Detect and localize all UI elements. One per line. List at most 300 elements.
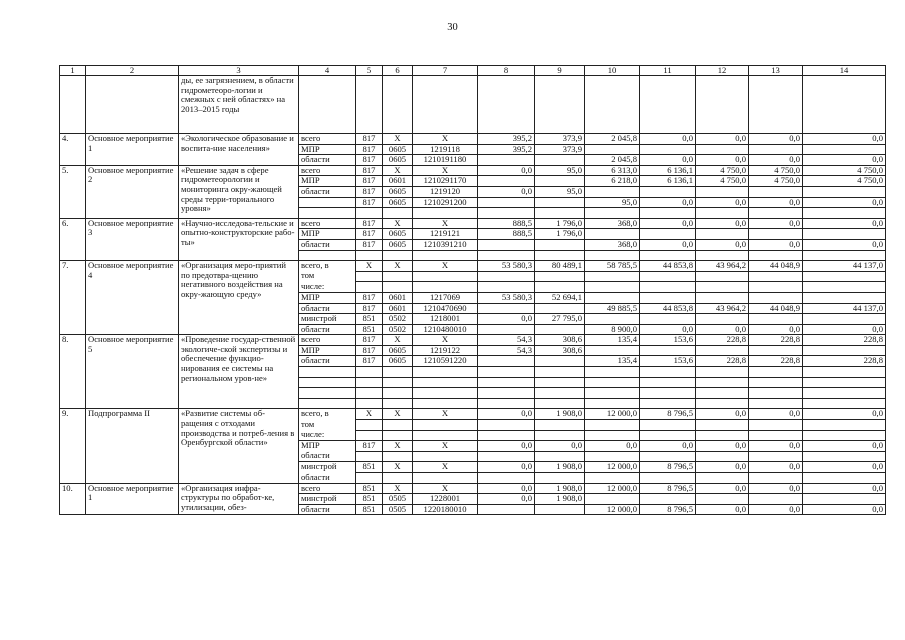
value-cell: 817 [356,165,383,176]
value-cell: 368,0 [585,218,640,229]
value-cell [696,377,749,388]
value-cell: 0,0 [696,324,749,335]
item-name: «Решение задач в сфере гидрометеорологии и мониторинга окру-жающей среды терри-ториального уровня» [179,165,299,218]
value-cell: X [413,441,478,452]
value-cell: 135,4 [585,335,640,346]
value-cell [535,176,585,187]
value-cell [803,250,886,261]
value-cell: X [413,335,478,346]
funding-source-cell: области [299,186,356,197]
item-type: Основное мероприятие 1 [86,483,179,515]
value-cell [749,282,803,293]
value-cell: 0605 [383,229,413,240]
value-cell [478,303,535,314]
value-cell [803,345,886,356]
value-cell [413,430,478,441]
value-cell [413,250,478,261]
column-header: 6 [383,66,413,76]
value-cell: 135,4 [585,356,640,367]
value-cell [696,208,749,219]
value-cell [749,250,803,261]
value-cell: 228,8 [696,356,749,367]
value-cell [356,208,383,219]
value-cell [383,388,413,399]
value-cell: 0,0 [749,462,803,473]
value-cell: 8 796,5 [640,409,696,420]
value-cell [356,367,383,378]
value-cell: X [413,409,478,420]
budget-table [59,65,886,515]
value-cell [383,282,413,293]
value-cell: 0605 [383,155,413,166]
value-cell [640,388,696,399]
value-cell: 0,0 [749,197,803,208]
funding-source-cell: минстрой [299,494,356,505]
value-cell: 1219121 [413,229,478,240]
value-cell: 0,0 [749,155,803,166]
value-cell: 817 [356,239,383,250]
value-cell [585,367,640,378]
value-cell [535,504,585,515]
value-cell: 0,0 [640,134,696,145]
value-cell: 1228001 [413,494,478,505]
value-cell [535,197,585,208]
value-cell: 1210480010 [413,324,478,335]
value-cell [696,420,749,431]
table-row [60,218,886,229]
value-cell: 8 796,5 [640,504,696,515]
value-cell: 0605 [383,144,413,155]
value-cell: 0605 [383,239,413,250]
value-cell: 1217069 [413,292,478,303]
value-cell: 44 137,0 [803,261,886,272]
value-cell: 0,0 [749,134,803,145]
value-cell: 1 908,0 [535,462,585,473]
column-header: 1 [60,66,86,76]
value-cell [585,451,640,462]
value-cell [640,208,696,219]
value-cell [585,314,640,325]
value-cell [585,144,640,155]
value-cell [383,377,413,388]
value-cell [749,398,803,409]
value-cell: 0,0 [640,218,696,229]
value-cell [585,208,640,219]
column-header: 12 [696,66,749,76]
value-cell: 58 785,5 [585,261,640,272]
value-cell: 0605 [383,186,413,197]
value-cell [803,292,886,303]
value-cell: X [413,483,478,494]
value-cell: 0,0 [478,494,535,505]
value-cell [749,473,803,484]
value-cell [383,367,413,378]
value-cell [803,144,886,155]
value-cell [585,420,640,431]
value-cell [749,229,803,240]
value-cell [478,377,535,388]
value-cell [749,345,803,356]
value-cell: 0,0 [803,462,886,473]
funding-source-cell: области [299,303,356,314]
value-cell [749,451,803,462]
value-cell: 0,0 [803,483,886,494]
value-cell: X [413,134,478,145]
value-cell: 1210291200 [413,197,478,208]
column-header: 3 [179,66,299,76]
value-cell [535,430,585,441]
column-header: 11 [640,66,696,76]
value-cell: 0601 [383,176,413,187]
value-cell [749,186,803,197]
value-cell [356,430,383,441]
value-cell [535,324,585,335]
value-cell [585,494,640,505]
value-cell [585,292,640,303]
value-cell: 12 000,0 [585,409,640,420]
item-name: «Проведение государ-ственной экологиче-ской экспертизы и обеспечение функцио-нирования ее системы на региональном уров-не» [179,335,299,409]
value-cell [696,494,749,505]
funding-source-cell: области [299,356,356,367]
item-name: «Экологическое образование и воспита-ние населения» [179,134,299,166]
value-cell: 54,3 [478,335,535,346]
value-cell [696,388,749,399]
value-cell: 153,6 [640,335,696,346]
value-cell: 0,0 [696,197,749,208]
value-cell [585,186,640,197]
value-cell [585,250,640,261]
value-cell [803,271,886,282]
column-header: 4 [299,66,356,76]
value-cell: 153,6 [640,356,696,367]
value-cell [696,144,749,155]
value-cell: 1220180010 [413,504,478,515]
value-cell [749,388,803,399]
row-number: 5. [60,165,86,218]
value-cell: 4 750,0 [749,165,803,176]
value-cell [535,250,585,261]
funding-source-cell: МПР [299,292,356,303]
value-cell [478,324,535,335]
table-row [60,335,886,346]
value-cell: 0,0 [478,441,535,452]
value-cell [585,271,640,282]
value-cell [640,451,696,462]
value-cell [383,473,413,484]
value-cell: 8 796,5 [640,483,696,494]
value-cell: 44 048,9 [749,261,803,272]
funding-source-cell: МПР [299,144,356,155]
value-cell: 1210591220 [413,356,478,367]
value-cell: X [383,218,413,229]
value-cell: X [356,261,383,272]
item-type: Основное мероприятие 2 [86,165,179,218]
value-cell [640,186,696,197]
value-cell [696,430,749,441]
value-cell: 4 750,0 [696,165,749,176]
value-cell [640,367,696,378]
value-cell: 0,0 [640,239,696,250]
value-cell [640,250,696,261]
value-cell: 44 853,8 [640,303,696,314]
value-cell: 817 [356,197,383,208]
value-cell [478,398,535,409]
value-cell [585,473,640,484]
funding-source-cell: минстрой [299,314,356,325]
value-cell: 1210470690 [413,303,478,314]
value-cell: 888,5 [478,218,535,229]
value-cell [413,208,478,219]
value-cell [803,367,886,378]
value-cell: 0,0 [749,483,803,494]
value-cell: 52 694,1 [535,292,585,303]
value-cell [585,229,640,240]
table-header-row [60,66,886,76]
value-cell [413,451,478,462]
column-header: 5 [356,66,383,76]
value-cell [803,377,886,388]
table-row [60,165,886,176]
value-cell [803,494,886,505]
row-number: 8. [60,335,86,409]
value-cell: 0,0 [749,218,803,229]
value-cell [383,271,413,282]
value-cell: 12 000,0 [585,462,640,473]
item-type: Основное мероприятие 5 [86,335,179,409]
value-cell: 0,0 [803,155,886,166]
value-cell: X [413,218,478,229]
value-cell [803,473,886,484]
value-cell [356,271,383,282]
item-name: «Развитие системы об-ращения с отходами производства и потреб-ления в Оренбургской области» [179,409,299,483]
value-cell: 1210391210 [413,239,478,250]
value-cell [535,398,585,409]
value-cell [696,292,749,303]
value-cell: 0,0 [696,239,749,250]
value-cell: 851 [356,494,383,505]
value-cell [696,314,749,325]
row-number: 10. [60,483,86,515]
column-header: 13 [749,66,803,76]
value-cell [640,282,696,293]
funding-source-cell: всего, в [299,409,356,420]
value-cell: 53 580,3 [478,292,535,303]
value-cell [478,356,535,367]
value-cell [803,208,886,219]
value-cell: 851 [356,483,383,494]
value-cell: 0,0 [803,441,886,452]
value-cell: 851 [356,504,383,515]
value-cell: 308,6 [535,345,585,356]
value-cell: 1219120 [413,186,478,197]
value-cell [640,345,696,356]
value-cell [356,473,383,484]
value-cell: 80 489,1 [535,261,585,272]
value-cell [749,430,803,441]
value-cell [478,155,535,166]
value-cell: 0605 [383,345,413,356]
value-cell: 1 796,0 [535,218,585,229]
value-cell: 0,0 [749,324,803,335]
value-cell [585,388,640,399]
value-cell: 4 750,0 [696,176,749,187]
value-cell [535,388,585,399]
value-cell [413,367,478,378]
value-cell [803,229,886,240]
value-cell: 0505 [383,504,413,515]
value-cell: 0,0 [640,441,696,452]
value-cell: 373,9 [535,134,585,145]
value-cell [640,314,696,325]
value-cell: X [383,483,413,494]
value-cell: 817 [356,345,383,356]
funding-source-cell: области [299,155,356,166]
value-cell [696,398,749,409]
value-cell [803,388,886,399]
value-cell: 1219122 [413,345,478,356]
value-cell: 888,5 [478,229,535,240]
funding-source-cell: всего, в [299,261,356,272]
value-cell: 27 795,0 [535,314,585,325]
value-cell [803,430,886,441]
value-cell [478,282,535,293]
value-cell: 0,0 [696,504,749,515]
value-cell [478,420,535,431]
value-cell: 308,6 [535,335,585,346]
value-cell [696,451,749,462]
value-cell: 817 [356,441,383,452]
funding-source-cell: всего [299,335,356,346]
value-cell: 817 [356,292,383,303]
value-cell [640,473,696,484]
value-cell: 0605 [383,197,413,208]
value-cell [413,271,478,282]
value-cell: 0,0 [696,462,749,473]
funding-source-cell: области [299,451,356,462]
value-cell [696,367,749,378]
row-number: 4. [60,134,86,166]
value-cell: 6 136,1 [640,176,696,187]
value-cell [749,292,803,303]
value-cell: 95,0 [535,165,585,176]
value-cell: 0,0 [803,134,886,145]
row-number: 9. [60,409,86,483]
value-cell: 1 908,0 [535,483,585,494]
value-cell: 0,0 [640,324,696,335]
funding-source-cell: минстрой [299,462,356,473]
value-cell [696,282,749,293]
funding-source-cell: МПР [299,441,356,452]
value-cell: 817 [356,186,383,197]
value-cell [413,473,478,484]
value-cell: 0,0 [478,462,535,473]
table-row [60,134,886,145]
value-cell [640,271,696,282]
value-cell: 817 [356,229,383,240]
value-cell: 0,0 [535,441,585,452]
value-cell: 228,8 [696,335,749,346]
value-cell [535,239,585,250]
value-cell: 49 885,5 [585,303,640,314]
value-cell: 1210291170 [413,176,478,187]
value-cell [803,420,886,431]
value-cell: 228,8 [749,356,803,367]
value-cell: 851 [356,462,383,473]
value-cell [696,186,749,197]
value-cell [696,250,749,261]
value-cell: 395,2 [478,144,535,155]
value-cell [478,388,535,399]
value-cell [356,420,383,431]
value-cell: 851 [356,314,383,325]
value-cell: 0,0 [696,409,749,420]
value-cell: 8 796,5 [640,462,696,473]
value-cell: 0,0 [478,165,535,176]
value-cell: 0,0 [696,155,749,166]
column-header: 10 [585,66,640,76]
value-cell [535,377,585,388]
funding-source-cell: МПР [299,229,356,240]
value-cell [413,398,478,409]
value-cell: 0505 [383,494,413,505]
item-name: «Научно-исследова-тельские и опытно-конструкторские рабо-ты» [179,218,299,260]
value-cell [749,208,803,219]
value-cell [640,229,696,240]
value-cell [478,504,535,515]
value-cell: 44 137,0 [803,303,886,314]
funding-source-cell: том [299,271,356,282]
value-cell [696,229,749,240]
value-cell: 817 [356,303,383,314]
value-cell [478,473,535,484]
value-cell [696,271,749,282]
value-cell: 4 750,0 [749,176,803,187]
value-cell [696,473,749,484]
value-cell: 817 [356,335,383,346]
value-cell: 817 [356,356,383,367]
funding-source-cell [299,250,356,261]
value-cell [383,451,413,462]
value-cell: 0,0 [640,197,696,208]
carryover-name: ды, ее загрязнением, в области гидрометеоро-логии и смежных с ней областях» на 2013–2015 годы [179,76,299,134]
value-cell [640,430,696,441]
value-cell: 2 045,8 [585,155,640,166]
item-name: «Организация инфра-структуры по обработ-ке, утилизации, обез- [179,483,299,515]
value-cell: 1218001 [413,314,478,325]
value-cell [749,494,803,505]
value-cell: 0,0 [696,218,749,229]
carryover-row [60,76,886,134]
value-cell: 373,9 [535,144,585,155]
value-cell: 0,0 [696,441,749,452]
value-cell [535,155,585,166]
value-cell [478,430,535,441]
value-cell: 1210191180 [413,155,478,166]
value-cell: 0,0 [696,483,749,494]
value-cell: X [383,261,413,272]
value-cell: 851 [356,324,383,335]
value-cell: 6 313,0 [585,165,640,176]
value-cell: 1219118 [413,144,478,155]
value-cell [356,250,383,261]
value-cell [535,367,585,378]
value-cell [356,451,383,462]
value-cell [640,377,696,388]
value-cell [535,271,585,282]
value-cell [478,208,535,219]
value-cell [803,314,886,325]
row-number: 6. [60,218,86,260]
